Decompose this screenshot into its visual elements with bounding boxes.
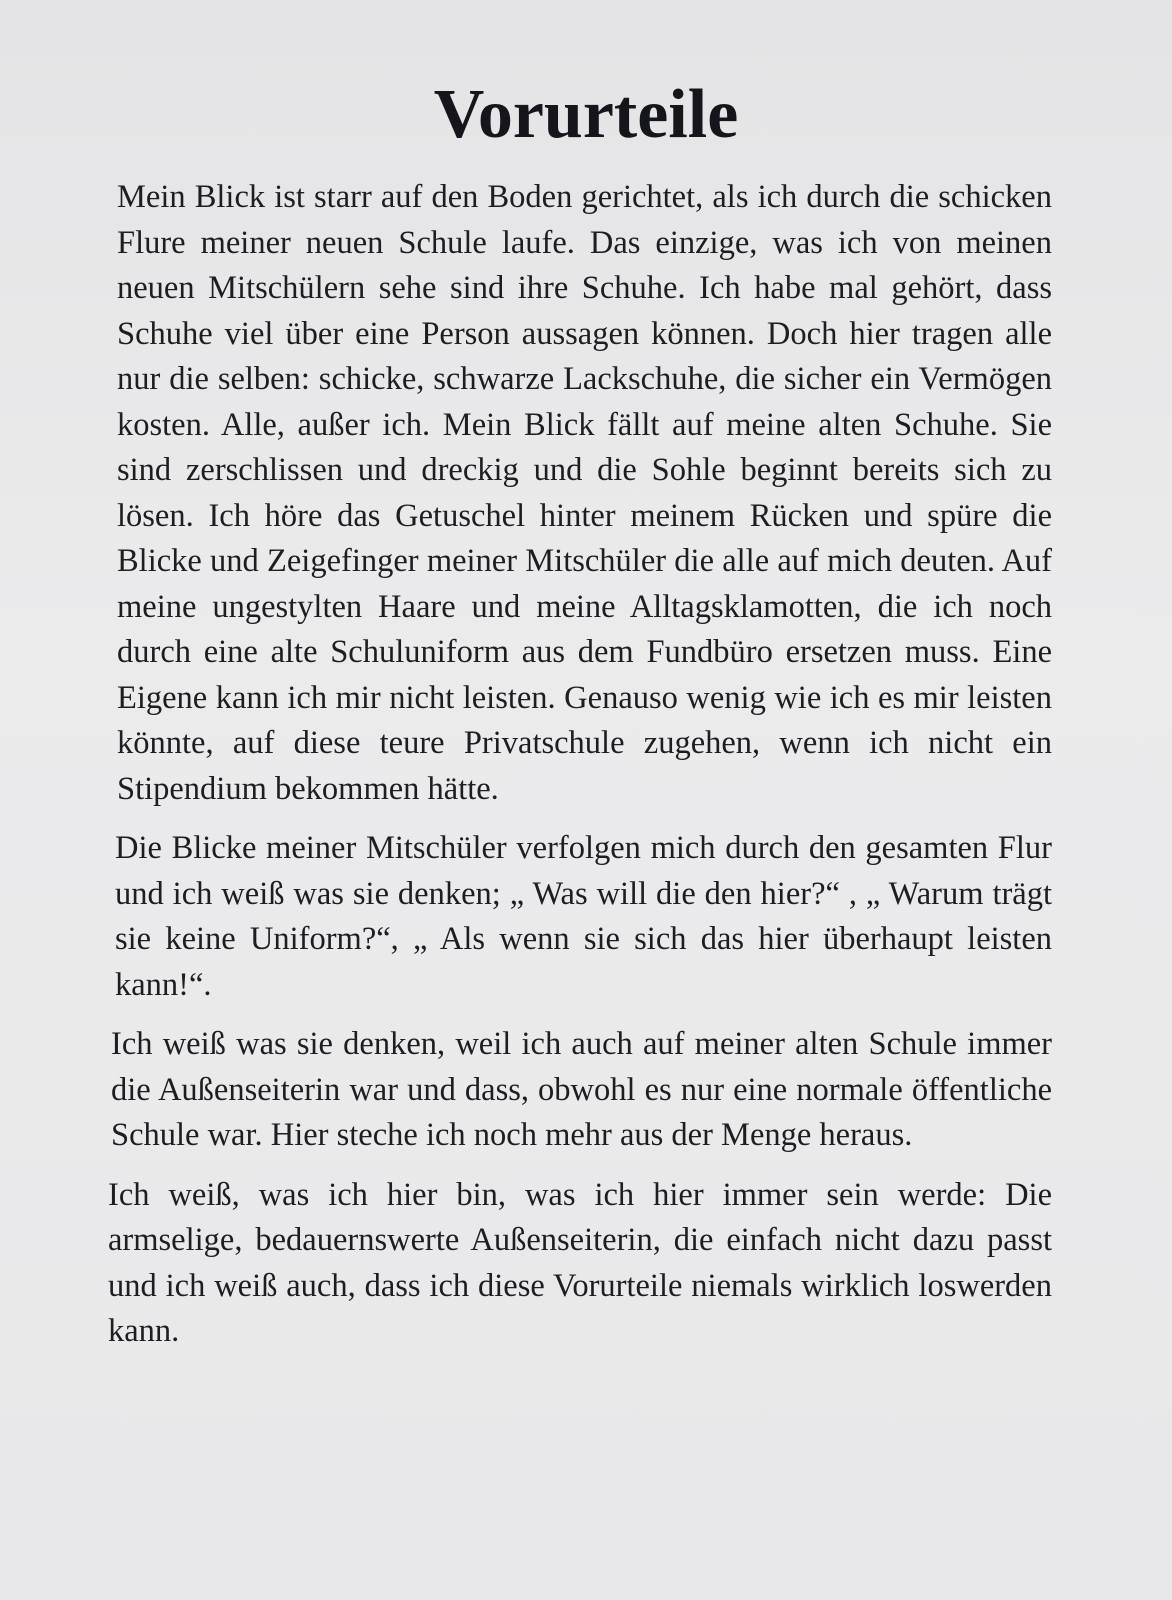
paragraph-2: Die Blicke meiner Mitschüler verfolgen mich durch den gesamten Flur und ich weiß was sie denken; „ Was will die den hier?“ , „ Warum trägt sie keine Uniform?“, „ Als wenn sie sich das hier überhaupt leisten kann!“.	[115, 830, 1052, 1003]
document-title: Vorurteile	[433, 76, 739, 153]
paragraph-1: Mein Blick ist starr auf den Boden gerichtet, als ich durch die schicken Flure meiner neuen Schule laufe. Das einzige, was ich von meinen neuen Mitschülern sehe sind ihre Schuhe. Ich habe mal gehört, dass Schuhe viel über eine Person aussagen können. Doch hier tragen alle nur die selben: schicke, schwarze Lackschuhe, die sicher ein Vermögen kosten. Alle, außer ich. Mein Blick fällt auf meine alten Schuhe. Sie sind zerschlissen und dreckig und die Sohle beginnt bereits sich zu lösen. Ich höre das Getuschel hinter meinem Rücken und spüre die Blicke und Zeigefinger meiner Mitschüler die alle auf mich deuten. Auf meine ungestylten Haare und meine Alltagsklamotten, die ich noch durch eine alte Schuluniform aus dem Fundbüro ersetzen muss. Eine Eigene kann ich mir nicht leisten. Genauso wenig wie ich es mir leisten könnte, auf diese teure Privatschule zugehen, wenn ich nicht ein Stipendium bekommen hätte.	[117, 179, 1052, 807]
paragraph-4: Ich weiß, was ich hier bin, was ich hier immer sein werde: Die armselige, bedauernswerte Außenseiterin, die einfach nicht dazu passt und ich weiß auch, dass ich diese Vorurteile niemals wirklich loswerden kann.	[108, 1176, 1052, 1349]
document-body	[108, 175, 1052, 1369]
paragraph-3: Ich weiß was sie denken, weil ich auch auf meiner alten Schule immer die Außenseiterin war und dass, obwohl es nur eine normale öffentliche Schule war. Hier steche ich noch mehr aus der Menge heraus.	[111, 1026, 1052, 1153]
